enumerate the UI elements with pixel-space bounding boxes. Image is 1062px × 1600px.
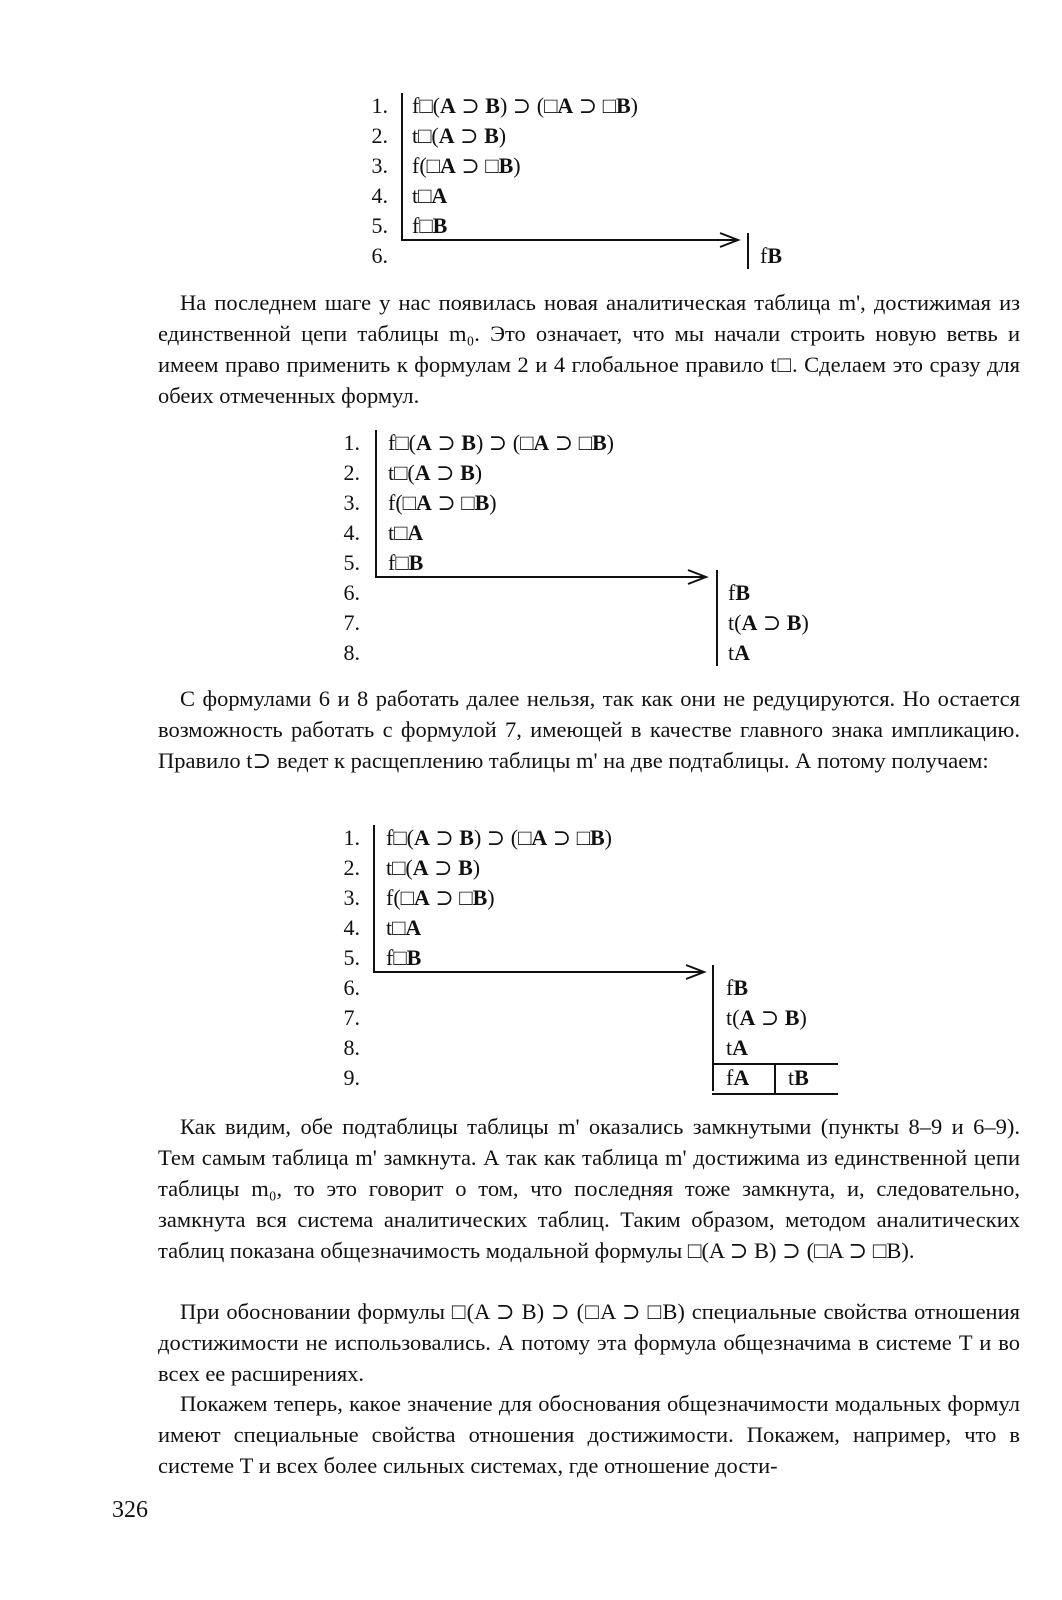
paragraph-1-text: На последнем шаге у нас появилась новая аналитическая таблица m', достижимая из единственной цепи таблицы m₀. Это означает, что мы начали строить новую ветвь и имеем право применить к формулам 2 и 4 глобальное правило t□. Сделаем это сразу для обеих отмеченных формул.	[158, 290, 1020, 408]
page-number: 326	[112, 1497, 148, 1523]
tableau-right-formula: t(A ⊃ B)	[728, 610, 809, 635]
paragraph-2-text: С формулами 6 и 8 работать далее нельзя, так как они не редуцируются. Но остается возможность работать с формулой 7, имеющей в качестве главного знака импликацию. Правило t⊃ ведет к расщеплению таблицы m' на две подтаблицы. А потому получаем:	[158, 686, 1020, 773]
tableau-formula: t□(A ⊃ B)	[388, 460, 483, 485]
paragraph-5-text: Покажем теперь, какое значение для обоснования общезначимости модальных формул имеют специальные свойства отношения достижимости. Покажем, например, что в системе T и всех более сильных системах, где отношение дости-	[158, 1391, 1020, 1478]
paragraph-5	[158, 1388, 1020, 1481]
tableau-left-rule	[373, 825, 375, 971]
tableau-split-divider	[774, 1063, 776, 1093]
tableau-line-number: 5.	[343, 550, 360, 575]
tableau-line-number: 2.	[343, 855, 360, 880]
tableau-right-formula: fB	[726, 975, 749, 1000]
tableau-formula: f□B	[412, 213, 448, 238]
tableau-right-formula: fB	[728, 580, 751, 605]
tableau-formula: t□(A ⊃ B)	[412, 123, 507, 148]
tableau-formula: f□(A ⊃ B) ⊃ (□A ⊃ □B)	[412, 93, 638, 118]
tableau-right-formula: tA	[726, 1035, 749, 1060]
tableau-formula: f□(A ⊃ B) ⊃ (□A ⊃ □B)	[386, 825, 612, 850]
tableau-line-number: 6.	[343, 580, 360, 605]
tableau-line-number: 3.	[371, 153, 388, 178]
paragraph-4	[158, 1296, 1020, 1389]
tableau-line-number: 7.	[343, 1005, 360, 1030]
tableau-right-rule	[712, 965, 714, 1091]
tableau-line-number: 7.	[343, 610, 360, 635]
tableau-right-rule	[747, 233, 749, 269]
tableau-branch-left: fA	[726, 1065, 750, 1090]
tableau-line-number: 1.	[343, 430, 360, 455]
paragraph-3-text: Как видим, обе подтаблицы таблицы m' оказались замкнутыми (пункты 8–9 и 6–9). Тем самым таблица m' замкнута. А так как таблица m' достижима из единственной цепи таблицы m₀, то это говорит о том, что последняя тоже замкнута, и, следовательно, замкнута вся система аналитических таблиц. Таким образом, методом аналитических таблиц показана общезначимость модальной формулы □(A ⊃ B) ⊃ (□A ⊃ □B).	[158, 1114, 1020, 1263]
paragraph-4-text: При обосновании формулы □(A ⊃ B) ⊃ (□A ⊃ □B) специальные свойства отношения достижимости не использовались. А потому эта формула общезначима в системе T и во всех ее расширениях.	[158, 1299, 1020, 1386]
tableau-formula: f□B	[388, 550, 424, 575]
tableau-arrow-head	[686, 963, 706, 983]
tableau-line-number: 4.	[343, 915, 360, 940]
tableau-line-number: 3.	[343, 885, 360, 910]
tableau-right-rule	[716, 570, 718, 666]
tableau-arrow-line	[401, 239, 738, 241]
tableau-line-number: 1.	[371, 93, 388, 118]
tableau-formula: f□(A ⊃ B) ⊃ (□A ⊃ □B)	[388, 430, 614, 455]
tableau-right-formula: t(A ⊃ B)	[726, 1005, 807, 1030]
tableau-formula: f□B	[386, 945, 422, 970]
tableau-line-number: 2.	[343, 460, 360, 485]
tableau-line-number: 5.	[343, 945, 360, 970]
tableau-formula: t□A	[386, 915, 422, 940]
tableau-line-number: 4.	[371, 183, 388, 208]
tableau-formula: f(□A ⊃ □B)	[388, 490, 497, 515]
tableau-line-number: 5.	[371, 213, 388, 238]
tableau-line-number: 3.	[343, 490, 360, 515]
paragraph-2	[158, 683, 1020, 776]
tableau-line-number: 6.	[371, 243, 388, 268]
tableau-left-rule	[375, 430, 377, 576]
paragraph-3	[158, 1111, 1020, 1266]
tableau-line-number: 4.	[343, 520, 360, 545]
tableau-right-formula: tA	[728, 640, 751, 665]
tableau-formula: t□(A ⊃ B)	[386, 855, 481, 880]
tableau-branch-right: tB	[788, 1065, 809, 1090]
tableau-line-number: 9.	[343, 1065, 360, 1090]
tableau-line-number: 1.	[343, 825, 360, 850]
tableau-left-rule	[401, 93, 403, 239]
paragraph-1	[158, 287, 1020, 411]
tableau-formula: t□A	[388, 520, 424, 545]
tableau-formula: t□A	[412, 183, 448, 208]
tableau-line-number: 6.	[343, 975, 360, 1000]
tableau-line-number: 8.	[343, 1035, 360, 1060]
tableau-formula: f(□A ⊃ □B)	[386, 885, 495, 910]
tableau-line-number: 8.	[343, 640, 360, 665]
tableau-right-formula: fB	[760, 243, 783, 268]
tableau-formula: f(□A ⊃ □B)	[412, 153, 521, 178]
tableau-arrow-head	[688, 568, 708, 588]
tableau-arrow-head	[720, 231, 740, 251]
tableau-arrow-line	[373, 971, 704, 973]
tableau-line-number: 2.	[371, 123, 388, 148]
tableau-split-bottom-rule	[712, 1093, 838, 1095]
tableau-arrow-line	[375, 576, 706, 578]
